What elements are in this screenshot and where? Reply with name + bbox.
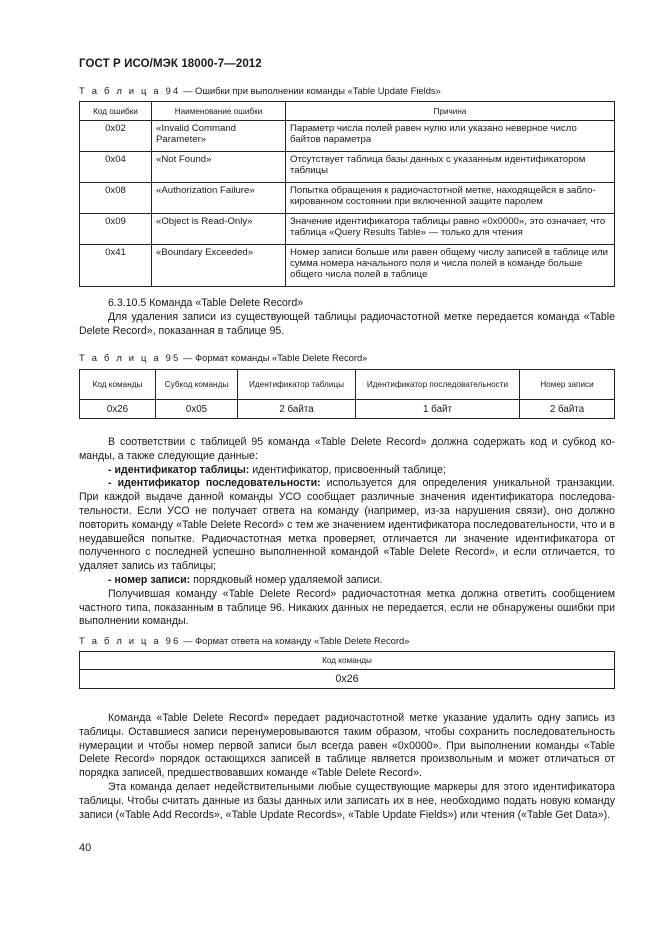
table-cell: 2 байта: [520, 400, 615, 419]
table-95-caption-prefix: Т а б л и ц а 95: [79, 352, 181, 363]
list-item: [79, 477, 615, 574]
table-header-row: [80, 652, 615, 670]
table-row: [80, 245, 615, 287]
list-item-text: идентификатор, присвоенный таблице;: [249, 463, 446, 476]
error-reason: Значение идентификатора таблицы равно «0x0000», это означает, что таблица «Query Results Table» — только для чтения: [286, 214, 615, 245]
table-96-caption: [79, 635, 409, 646]
error-code: 0x08: [80, 183, 152, 214]
column-header: Номер записи: [520, 370, 615, 400]
table-header-row: [80, 102, 615, 121]
table-96: [79, 651, 615, 689]
error-name: «Authorization Failure»: [152, 183, 286, 214]
table-header-row: [80, 370, 615, 400]
table-94-caption-prefix: Т а б л и ц а 94: [79, 85, 181, 96]
table-94-caption: [79, 85, 441, 96]
error-reason: Попытка обращения к радиочастотной метке, находящейся в заблокированном состоянии при включенной защите паролем: [286, 183, 615, 214]
error-code: 0x02: [80, 121, 152, 152]
column-header: Код команды: [80, 370, 156, 400]
table-94-caption-text: — Ошибки при выполнении команды «Table Update Fields»: [180, 85, 441, 96]
error-name: «Object is Read-Only»: [152, 214, 286, 245]
table-cell: 0x26: [80, 670, 615, 689]
paragraph: Эта команда делает недействительными любые существующие маркеры для этого идентификатора таблицы. Чтобы считать данные из базы данных или записать их в нее, необходимо подать новую команду записи («Table Add Records», «Table Update Records», «Table Update Fields») или чтения («Table Get Data»).: [79, 780, 615, 821]
document-header: ГОСТ Р ИСО/МЭК 18000-7—2012: [79, 58, 262, 70]
column-header: Идентификатор таблицы: [238, 370, 356, 400]
table-row: [80, 152, 615, 183]
table-row: [80, 670, 615, 689]
section-intro: Для удаления записи из существующей таблицы радиочастотной метке передается команда «Table Delete Record», показанная в таблице 95.: [79, 310, 615, 337]
column-header: Субкод команды: [156, 370, 238, 400]
table-cell: 0x05: [156, 400, 238, 419]
page-number: 40: [79, 842, 92, 854]
column-header: Наименование ошибки: [152, 102, 286, 121]
error-reason: Номер записи больше или равен общему числу записей в таблице или сумма номера начального поля и числа полей в команде больше общего числа полей в таблице: [286, 245, 615, 287]
error-code: 0x41: [80, 245, 152, 287]
column-header: Идентификатор последовательности: [356, 370, 520, 400]
table-96-caption-prefix: Т а б л и ц а 96: [79, 635, 181, 646]
section-title: 6.3.10.5 Команда «Table Delete Record»: [108, 297, 304, 309]
table-94: [79, 101, 615, 287]
error-code: 0x09: [80, 214, 152, 245]
table-cell: 0x26: [80, 400, 156, 419]
column-header: Код ошибки: [80, 102, 152, 121]
table-95-caption-text: — Формат команды «Table Delete Record»: [180, 352, 368, 363]
table-95-caption: [79, 352, 367, 363]
paragraph: Получившая команду «Table Delete Record» радиочастотная метка должна ответить сообщением частного типа, показанным в таблице 96. Никаких данных не передается, если не обнаружены ошибки при выполнении команды.: [79, 587, 615, 628]
table-row: [80, 183, 615, 214]
list-item: [79, 574, 615, 588]
column-header: Код команды: [80, 652, 615, 670]
error-code: 0x04: [80, 152, 152, 183]
list-item-label: - идентификатор последовательности:: [108, 477, 321, 490]
column-header: Причина: [286, 102, 615, 121]
paragraph: В соответствии с таблицей 95 команда «Table Delete Record» должна содержать код и субкод команды, а также следующие данные:: [79, 436, 615, 462]
table-cell: 2 байта: [238, 400, 356, 419]
list-item: [79, 464, 615, 478]
list-item-label: - идентификатор таблицы:: [108, 463, 250, 476]
error-name: «Invalid Command Parameter»: [152, 121, 286, 152]
error-reason: Параметр числа полей равен нулю или указано неверное число байтов параметра: [286, 121, 615, 152]
body-block-2: [79, 712, 615, 822]
body-block-1: [79, 436, 615, 629]
section-block: [79, 297, 615, 338]
error-name: «Not Found»: [152, 152, 286, 183]
table-96-caption-text: — Формат ответа на команду «Table Delete Record»: [180, 635, 410, 646]
list-item-text: порядковый номер удаляемой записи.: [190, 573, 383, 586]
table-cell: 1 байт: [356, 400, 520, 419]
table-row: [80, 400, 615, 419]
error-reason: Отсутствует таблица базы данных с указанным идентификатором таблицы: [286, 152, 615, 183]
error-name: «Boundary Exceeded»: [152, 245, 286, 287]
list-item-label: - номер записи:: [108, 573, 191, 586]
table-95: [79, 369, 615, 419]
table-row: [80, 121, 615, 152]
paragraph: Команда «Table Delete Record» передает радиочастотной метке указание удалить одну запись из таблицы. Оставшиеся записи перенумеровываются таким образом, чтобы сохранить последовательность нумерации и чтобы номер первой записи был всегда равен «0x0000». При выполнении команды «Table Delete Record» порядок остающихся записей в таблице является произвольным и может отличаться от порядка записей, предшествовавших команде «Table Delete Record».: [79, 712, 615, 780]
table-row: [80, 214, 615, 245]
list-item-text: используется для определения уникальной транзакции. При каждой выдаче данной команды УСО сообщает различные значения идентификатора последовательности. Если УСО не получает ответа на команду (например, из-за нарушения связи), оно должно повторить команду «Table Delete Record» с тем же значением идентификатора последовательности, что и в неудавшейся попытке. Радиочастотная метка проверяет, отличается ли значение идентификатора от полученного с последней успешно выполненной командой «Table Delete Record», и если отличается, то удаляет запись из таблицы;: [79, 477, 615, 573]
